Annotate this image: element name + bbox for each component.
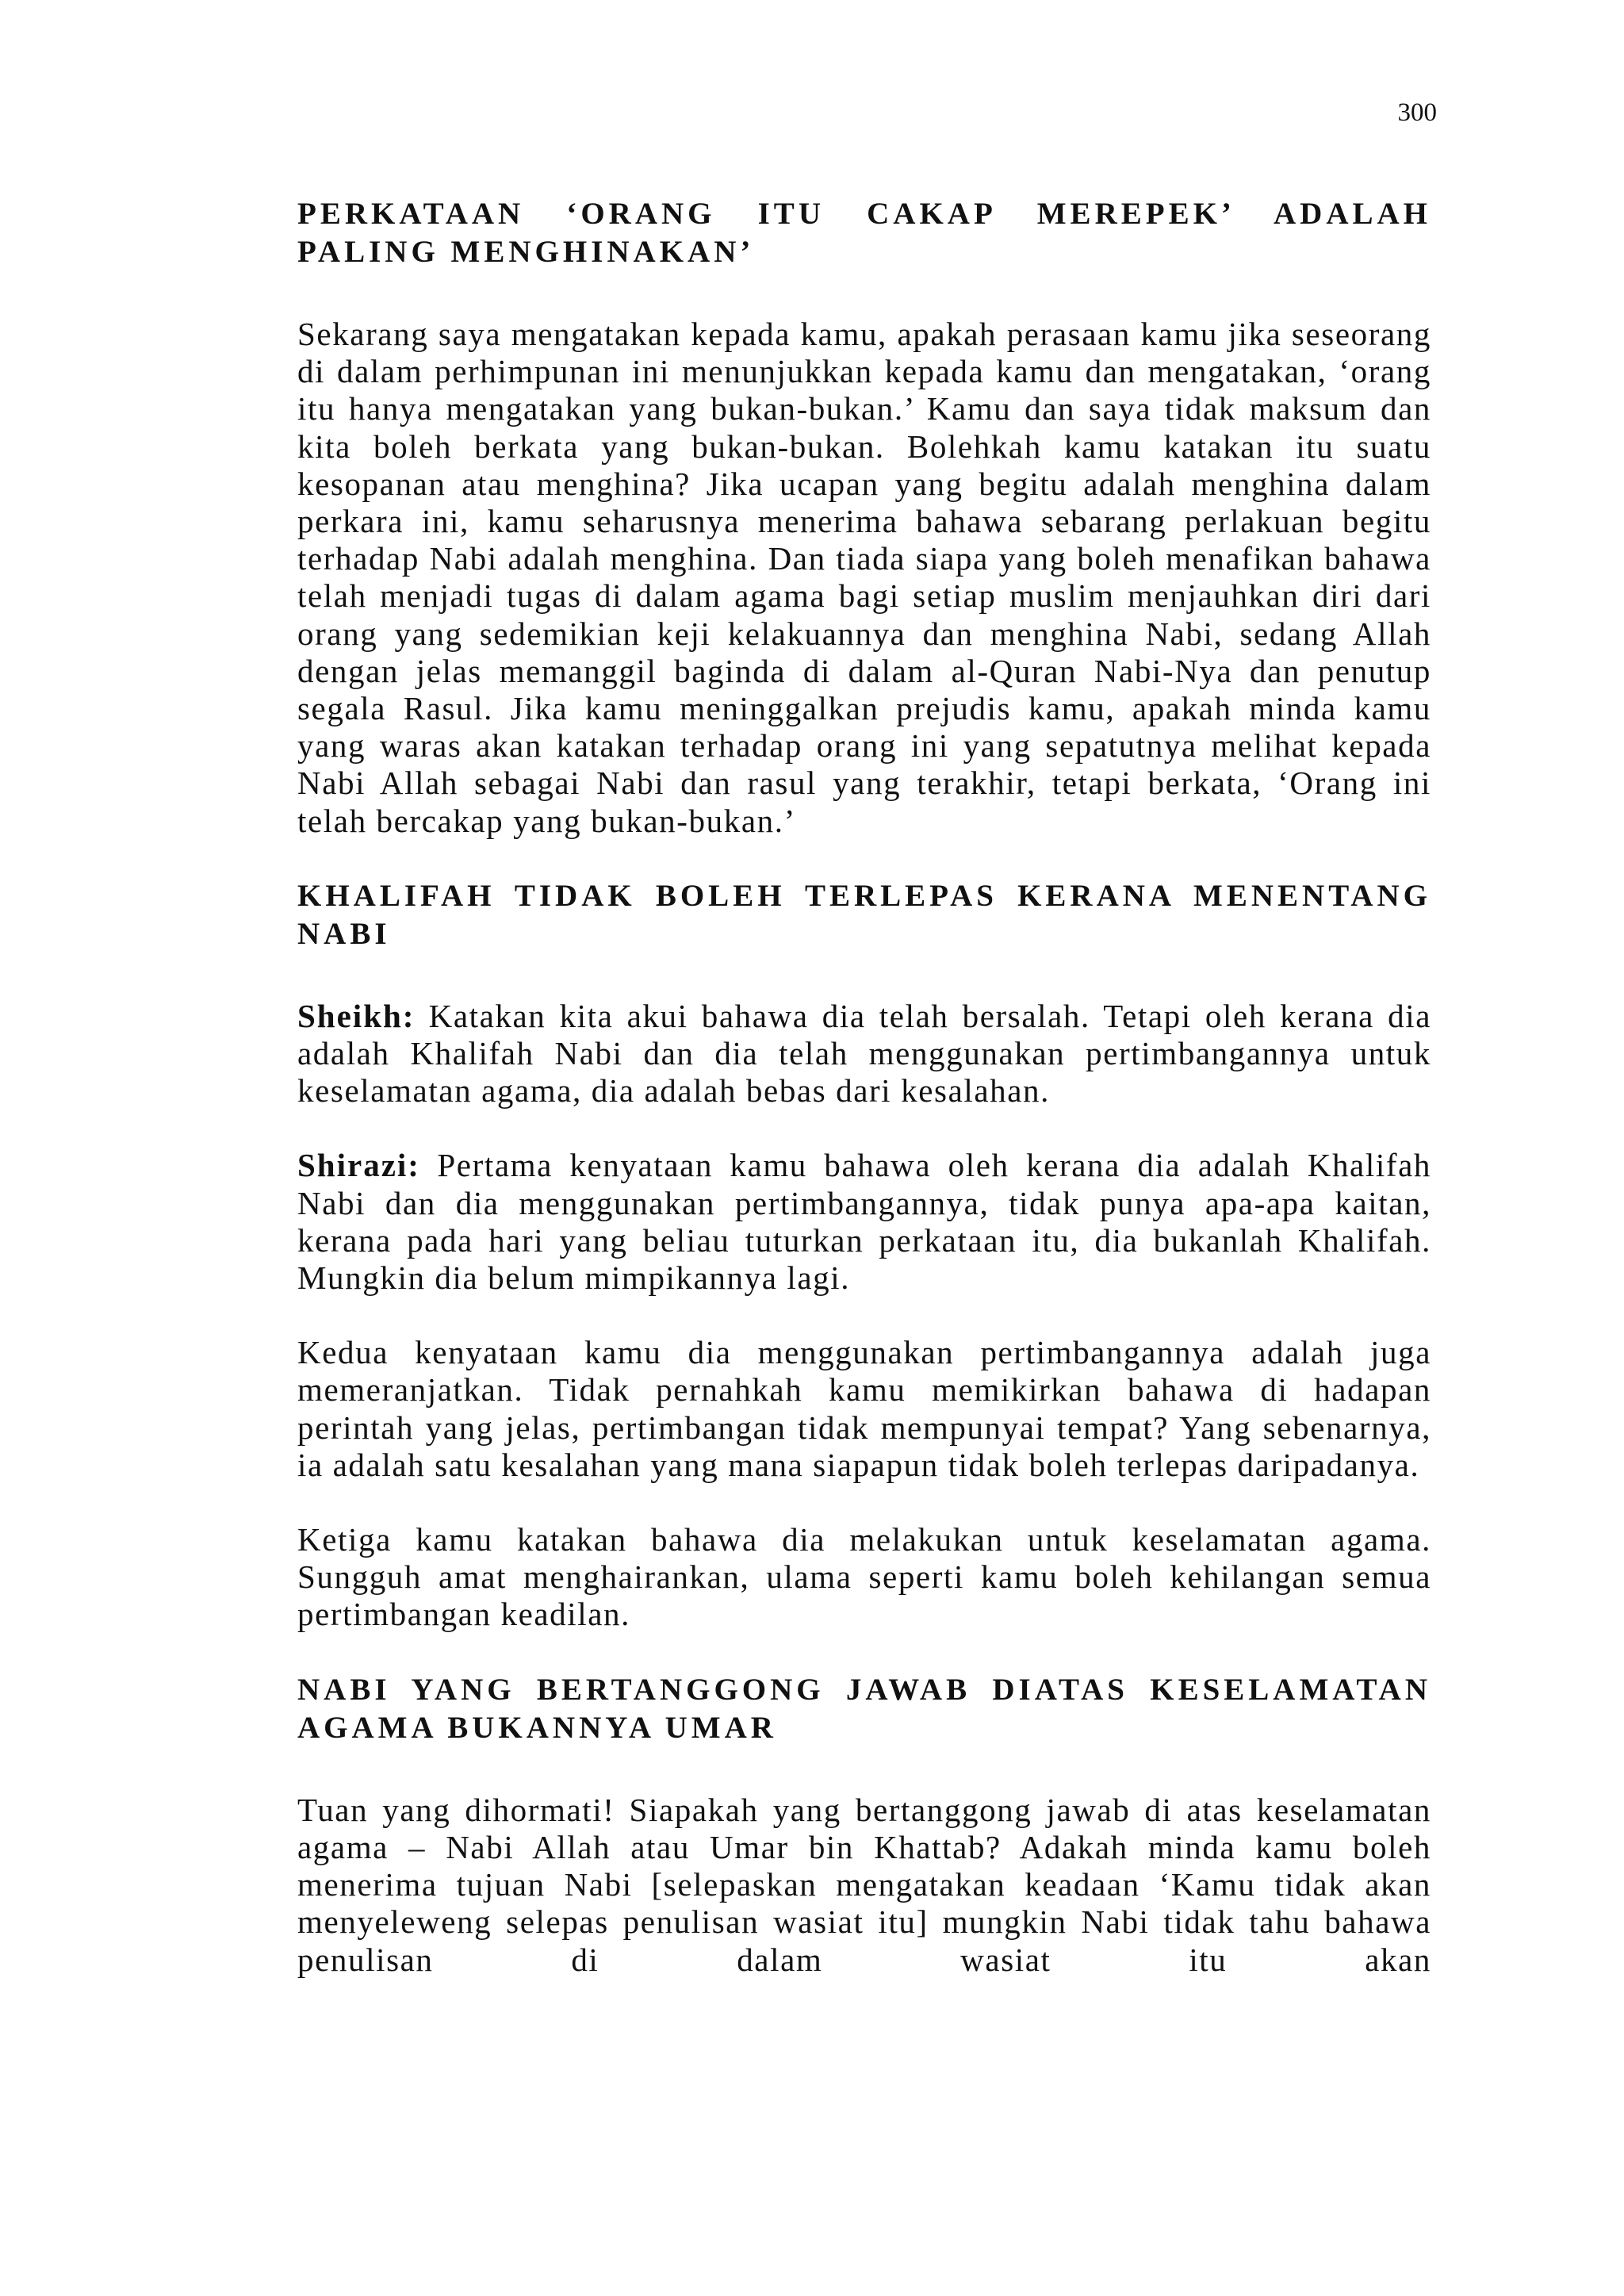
paragraph	[297, 316, 1431, 840]
section-heading: PERKATAAN ‘ORANG ITU CAKAP MEREPEK’ ADALAH PALING MENGHINAKAN’	[297, 197, 1431, 269]
page-number: 300	[1397, 98, 1437, 127]
paragraph-text: Tuan yang dihormati! Siapakah yang bertanggong jawab di atas keselamatan agama – Nabi Allah atau Umar bin Khattab? Adakah minda kamu boleh menerima tujuan Nabi [selepaskan mengatakan keadaan ‘Kamu tidak akan menyeleweng selepas penulisan wasiat itu] mungkin Nabi tidak tahu bahawa penulisan di dalam wasiat itu akan	[297, 1791, 1431, 1978]
section-heading: KHALIFAH TIDAK BOLEH TERLEPAS KERANA MENENTANG NABI	[297, 878, 1431, 951]
page-body	[297, 195, 1431, 1979]
speaker-label: Sheikh:	[297, 997, 416, 1034]
paragraph-text: Ketiga kamu katakan bahawa dia melakukan untuk keselamatan agama. Sungguh amat menghairankan, ulama seperti kamu boleh kehilangan semua pertimbangan keadilan.	[297, 1521, 1431, 1633]
section-heading: NABI YANG BERTANGGONG JAWAB DIATAS KESELAMATAN AGAMA BUKANNYA UMAR	[297, 1672, 1431, 1745]
paragraph-text: Katakan kita akui bahawa dia telah bersalah. Tetapi oleh kerana dia adalah Khalifah Nabi dan dia telah menggunakan pertimbangannya untuk keselamatan agama, dia adalah bebas dari kesalahan.	[297, 997, 1431, 1110]
paragraph	[297, 998, 1431, 1110]
paragraph	[297, 1792, 1431, 1979]
paragraph-text: Sekarang saya mengatakan kepada kamu, apakah perasaan kamu jika seseorang di dalam perhimpunan ini menunjukkan kepada kamu dan mengatakan, ‘orang itu hanya mengatakan yang bukan-bukan.’ Kamu dan saya tidak maksum dan kita boleh berkata yang bukan-bukan. Bolehkah kamu katakan itu suatu kesopanan atau menghina? Jika ucapan yang begitu adalah menghina dalam perkara ini, kamu seharusnya menerima bahawa sebarang perlakuan begitu terhadap Nabi adalah menghina. Dan tiada siapa yang boleh menafikan bahawa telah menjadi tugas di dalam agama bagi setiap muslim menjauhkan diri dari orang yang sedemikian keji kelakuannya dan menghina Nabi, sedang Allah dengan jelas memanggil baginda di dalam al-Quran Nabi-Nya dan penutup segala Rasul. Jika kamu meninggalkan prejudis kamu, apakah minda kamu yang waras akan katakan terhadap orang ini yang sepatutnya melihat kepada Nabi Allah sebagai Nabi dan rasul yang terakhir, tetapi berkata, ‘Orang ini telah bercakap yang bukan-bukan.’	[297, 316, 1431, 839]
paragraph	[297, 1521, 1431, 1634]
speaker-label: Shirazi:	[297, 1147, 420, 1184]
paragraph	[297, 1147, 1431, 1297]
paragraph-text: Kedua kenyataan kamu dia menggunakan pertimbangannya adalah juga memeranjatkan. Tidak pernahkah kamu memikirkan bahawa di hadapan perintah yang jelas, pertimbangan tidak mempunyai tempat? Yang sebenarnya, ia adalah satu kesalahan yang mana siapapun tidak boleh terlepas daripadanya.	[297, 1334, 1431, 1483]
paragraph	[297, 1334, 1431, 1484]
paragraph-text: Pertama kenyataan kamu bahawa oleh kerana dia adalah Khalifah Nabi dan dia menggunakan pertimbangannya, tidak punya apa-apa kaitan, kerana pada hari yang beliau tuturkan perkataan itu, dia bukanlah Khalifah. Mungkin dia belum mimpikannya lagi.	[297, 1147, 1431, 1297]
